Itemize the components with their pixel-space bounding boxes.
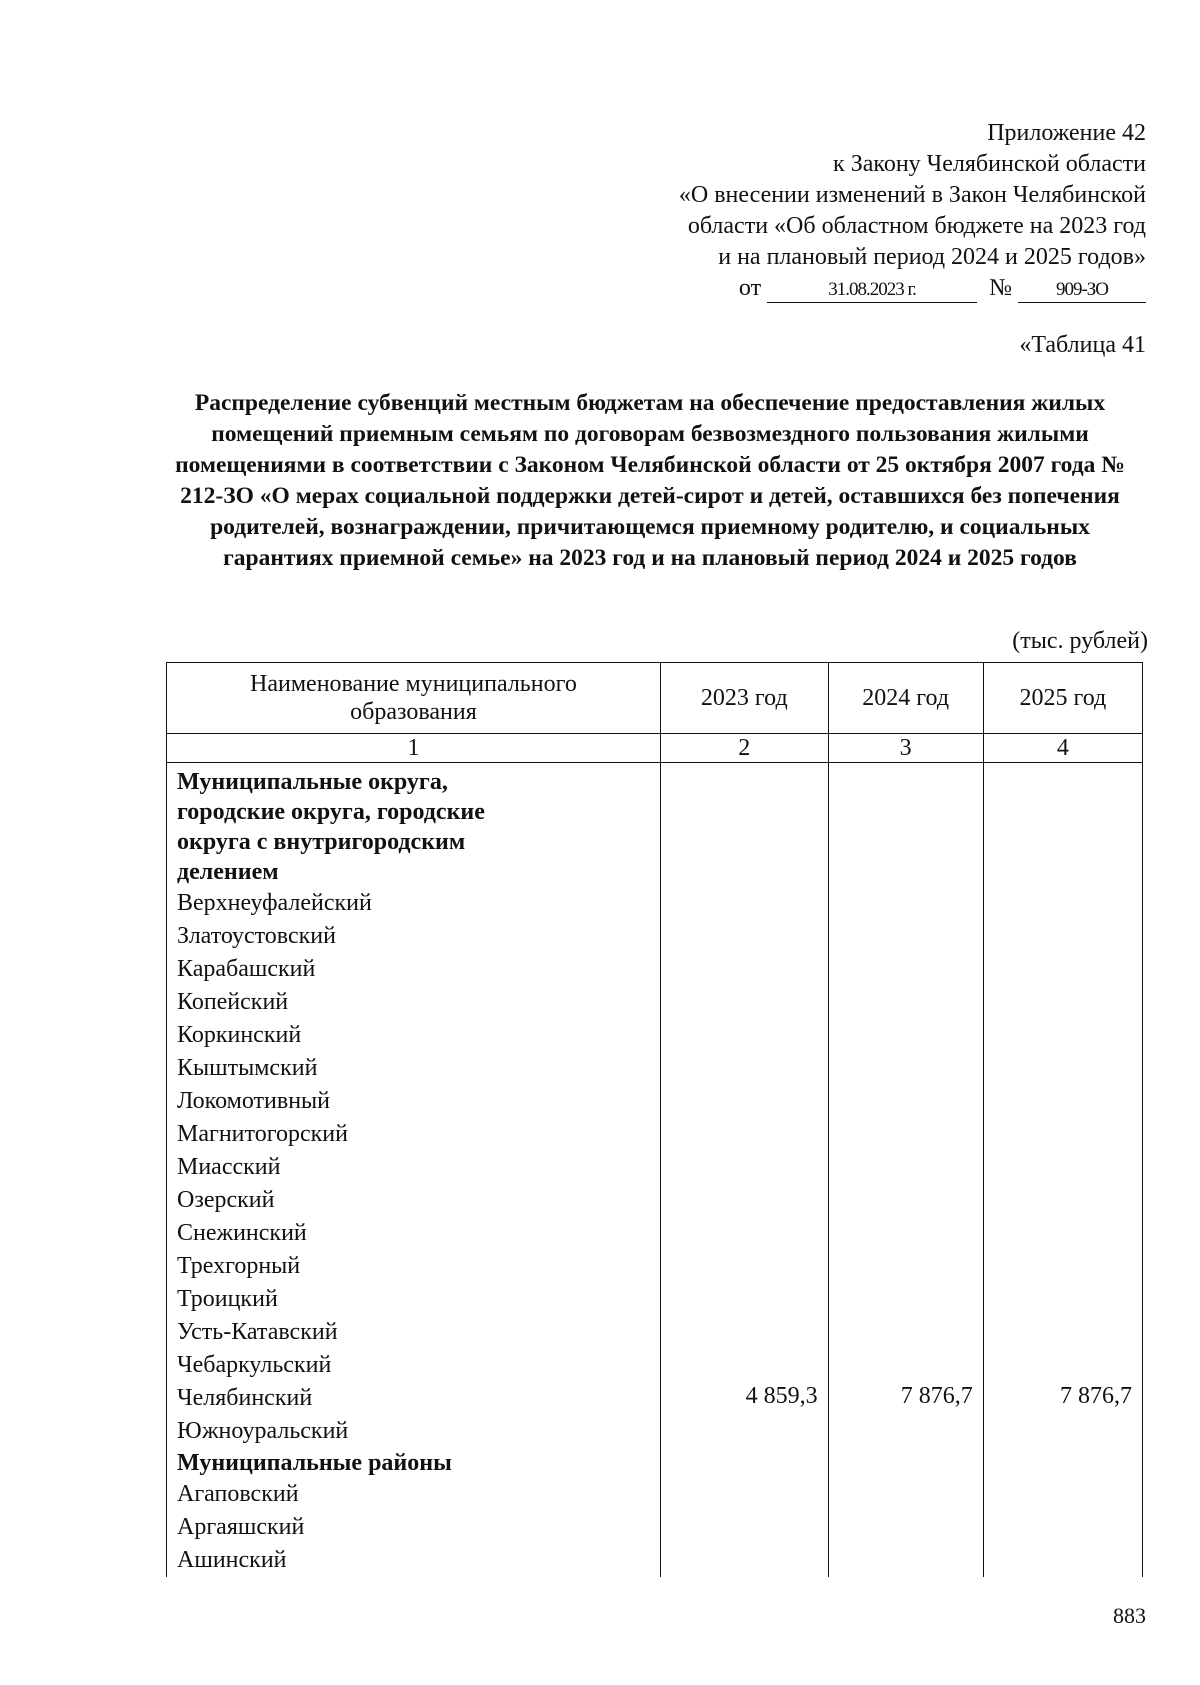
law-date-line — [546, 273, 1146, 304]
header-2024: 2024 год — [828, 663, 983, 734]
municipality-name: Копейский — [177, 989, 289, 1015]
municipality-name: Озерский — [177, 1187, 275, 1213]
column-number: 4 — [983, 734, 1142, 763]
municipality-name: Усть-Катавский — [177, 1319, 338, 1345]
municipality-name: Агаповский — [177, 1481, 299, 1507]
value-2024-cell — [828, 763, 983, 1578]
value-2024-chelyabinsk: 7 876,7 — [900, 1383, 973, 1409]
page-number: 883 — [1113, 1603, 1146, 1628]
municipality-name: Троицкий — [177, 1286, 278, 1312]
column-number: 2 — [660, 734, 828, 763]
municipality-name: Миасский — [177, 1154, 281, 1180]
municipality-name: Магнитогорский — [177, 1121, 348, 1147]
municipality-name: Верхнеуфалейский — [177, 890, 372, 916]
column-number-row — [167, 734, 1143, 763]
header-line: Приложение 42 — [987, 120, 1146, 146]
document-title: Распределение субвенций местным бюджетам на обеспечение предоставления жилых помещений приемным семьям по договорам безвозмездного пользования жилыми помещениями в соответствии с Законом Челябинской области от 25 октября 2007 года № 212-ЗО «О мерах социальной поддержки детей-сирот и детей, оставшихся без попечения родителей, вознаграждении, причитающемся приемному родителю, и социальных гарантиях приемной семье» на 2023 год и на плановый период 2024 и 2025 годов — [175, 390, 1125, 571]
units-label: (тыс. рублей) — [1012, 628, 1148, 654]
municipality-name: Аргаяшский — [177, 1514, 305, 1540]
municipality-name: Златоустовский — [177, 923, 336, 949]
column-number: 3 — [828, 734, 983, 763]
number-sign: № — [989, 275, 1012, 301]
law-number: 909-ЗО — [1018, 278, 1146, 303]
table-body-row — [167, 763, 1143, 1578]
header-line: «О внесении изменений в Закон Челябинской — [678, 182, 1146, 208]
group-title-districts-cities: Муниципальные округа, городские округа, городские округа с внутригородским делением — [177, 769, 485, 885]
header-2023: 2023 год — [660, 663, 828, 734]
header-line: и на плановый период 2024 и 2025 годов» — [718, 244, 1146, 270]
subsidy-table — [166, 662, 1143, 1577]
header-line: к Закону Челябинской области — [833, 151, 1146, 177]
table-header-row — [167, 663, 1143, 734]
value-2023-cell — [660, 763, 828, 1578]
municipality-name: Трехгорный — [177, 1253, 301, 1279]
municipality-name: Челябинский — [177, 1385, 313, 1411]
municipality-name: Карабашский — [177, 956, 316, 982]
value-2025-cell — [983, 763, 1142, 1578]
value-2025-chelyabinsk: 7 876,7 — [1060, 1383, 1132, 1409]
appendix-header — [546, 118, 1146, 304]
header-2025: 2025 год — [983, 663, 1142, 734]
municipality-name: Снежинский — [177, 1220, 307, 1246]
law-date: 31.08.2023 г. — [767, 278, 977, 303]
municipality-name: Южноуральский — [177, 1418, 349, 1444]
table-label: «Таблица 41 — [1019, 332, 1146, 358]
municipality-names-cell — [167, 763, 661, 1578]
municipality-name: Кыштымский — [177, 1055, 318, 1081]
municipality-name: Ашинский — [177, 1547, 287, 1573]
municipality-name: Локомотивный — [177, 1088, 331, 1114]
header-municipality: Наименование муниципального образования — [167, 663, 661, 734]
municipality-name: Коркинский — [177, 1022, 302, 1048]
column-number: 1 — [167, 734, 661, 763]
value-2023-chelyabinsk: 4 859,3 — [745, 1383, 818, 1409]
group-title-municipal-districts: Муниципальные районы — [177, 1450, 452, 1476]
date-prefix: от — [738, 275, 762, 301]
municipality-name: Чебаркульский — [177, 1352, 332, 1378]
header-line: области «Об областном бюджете на 2023 год — [687, 213, 1146, 239]
